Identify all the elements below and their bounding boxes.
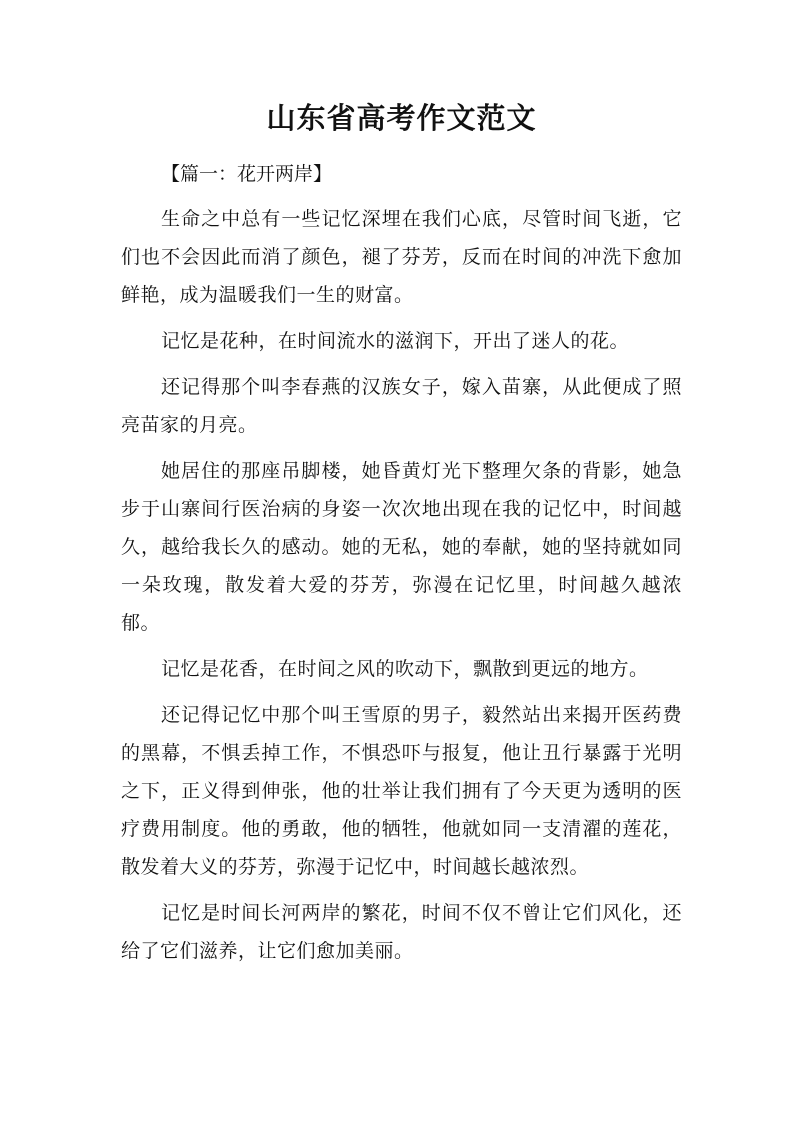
paragraph-2: 记忆是花种，在时间流水的滋润下，开出了迷人的花。 (161, 330, 630, 352)
paragraph-7: 记忆是时间长河两岸的繁花，时间不仅不曾让它们风化，还给了它们滋养，让它们愈加美丽。 (121, 902, 682, 962)
paragraph-3: 还记得那个叫李春燕的汉族女子，嫁入苗寨，从此便成了照亮苗家的月亮。 (121, 376, 682, 436)
paragraph-4: 她居住的那座吊脚楼，她昏黄灯光下整理欠条的背影，她急步于山寨间行医治病的身姿一次次地出现在我的记忆中，时间越久，越给我长久的感动。她的无私，她的奉献，她的坚持就如同一朵玫瑰，散发着大爱的芬芳，弥漫在记忆里，时间越久越浓郁。 (121, 460, 682, 634)
paragraph-5: 记忆是花香，在时间之风的吹动下，飘散到更远的地方。 (161, 658, 649, 680)
paragraph-1: 生命之中总有一些记忆深埋在我们心底，尽管时间飞逝，它们也不会因此而消了颜色，褪了芬芳，反而在时间的冲洗下愈加鲜艳，成为温暖我们一生的财富。 (121, 208, 682, 306)
section-heading: 【篇一：花开两岸】 (161, 163, 333, 185)
document-title: 山东省高考作文范文 (266, 101, 537, 135)
paragraph-6: 还记得记忆中那个叫王雪原的男子，毅然站出来揭开医药费的黑幕，不惧丢掉工作，不惧恐吓与报复，他让丑行暴露于光明之下，正义得到伸张，他的壮举让我们拥有了今天更为透明的医疗费用制度。他的勇敢，他的牺牲，他就如同一支清濯的莲花，散发着大义的芬芳，弥漫于记忆中，时间越长越浓烈。 (121, 704, 682, 878)
